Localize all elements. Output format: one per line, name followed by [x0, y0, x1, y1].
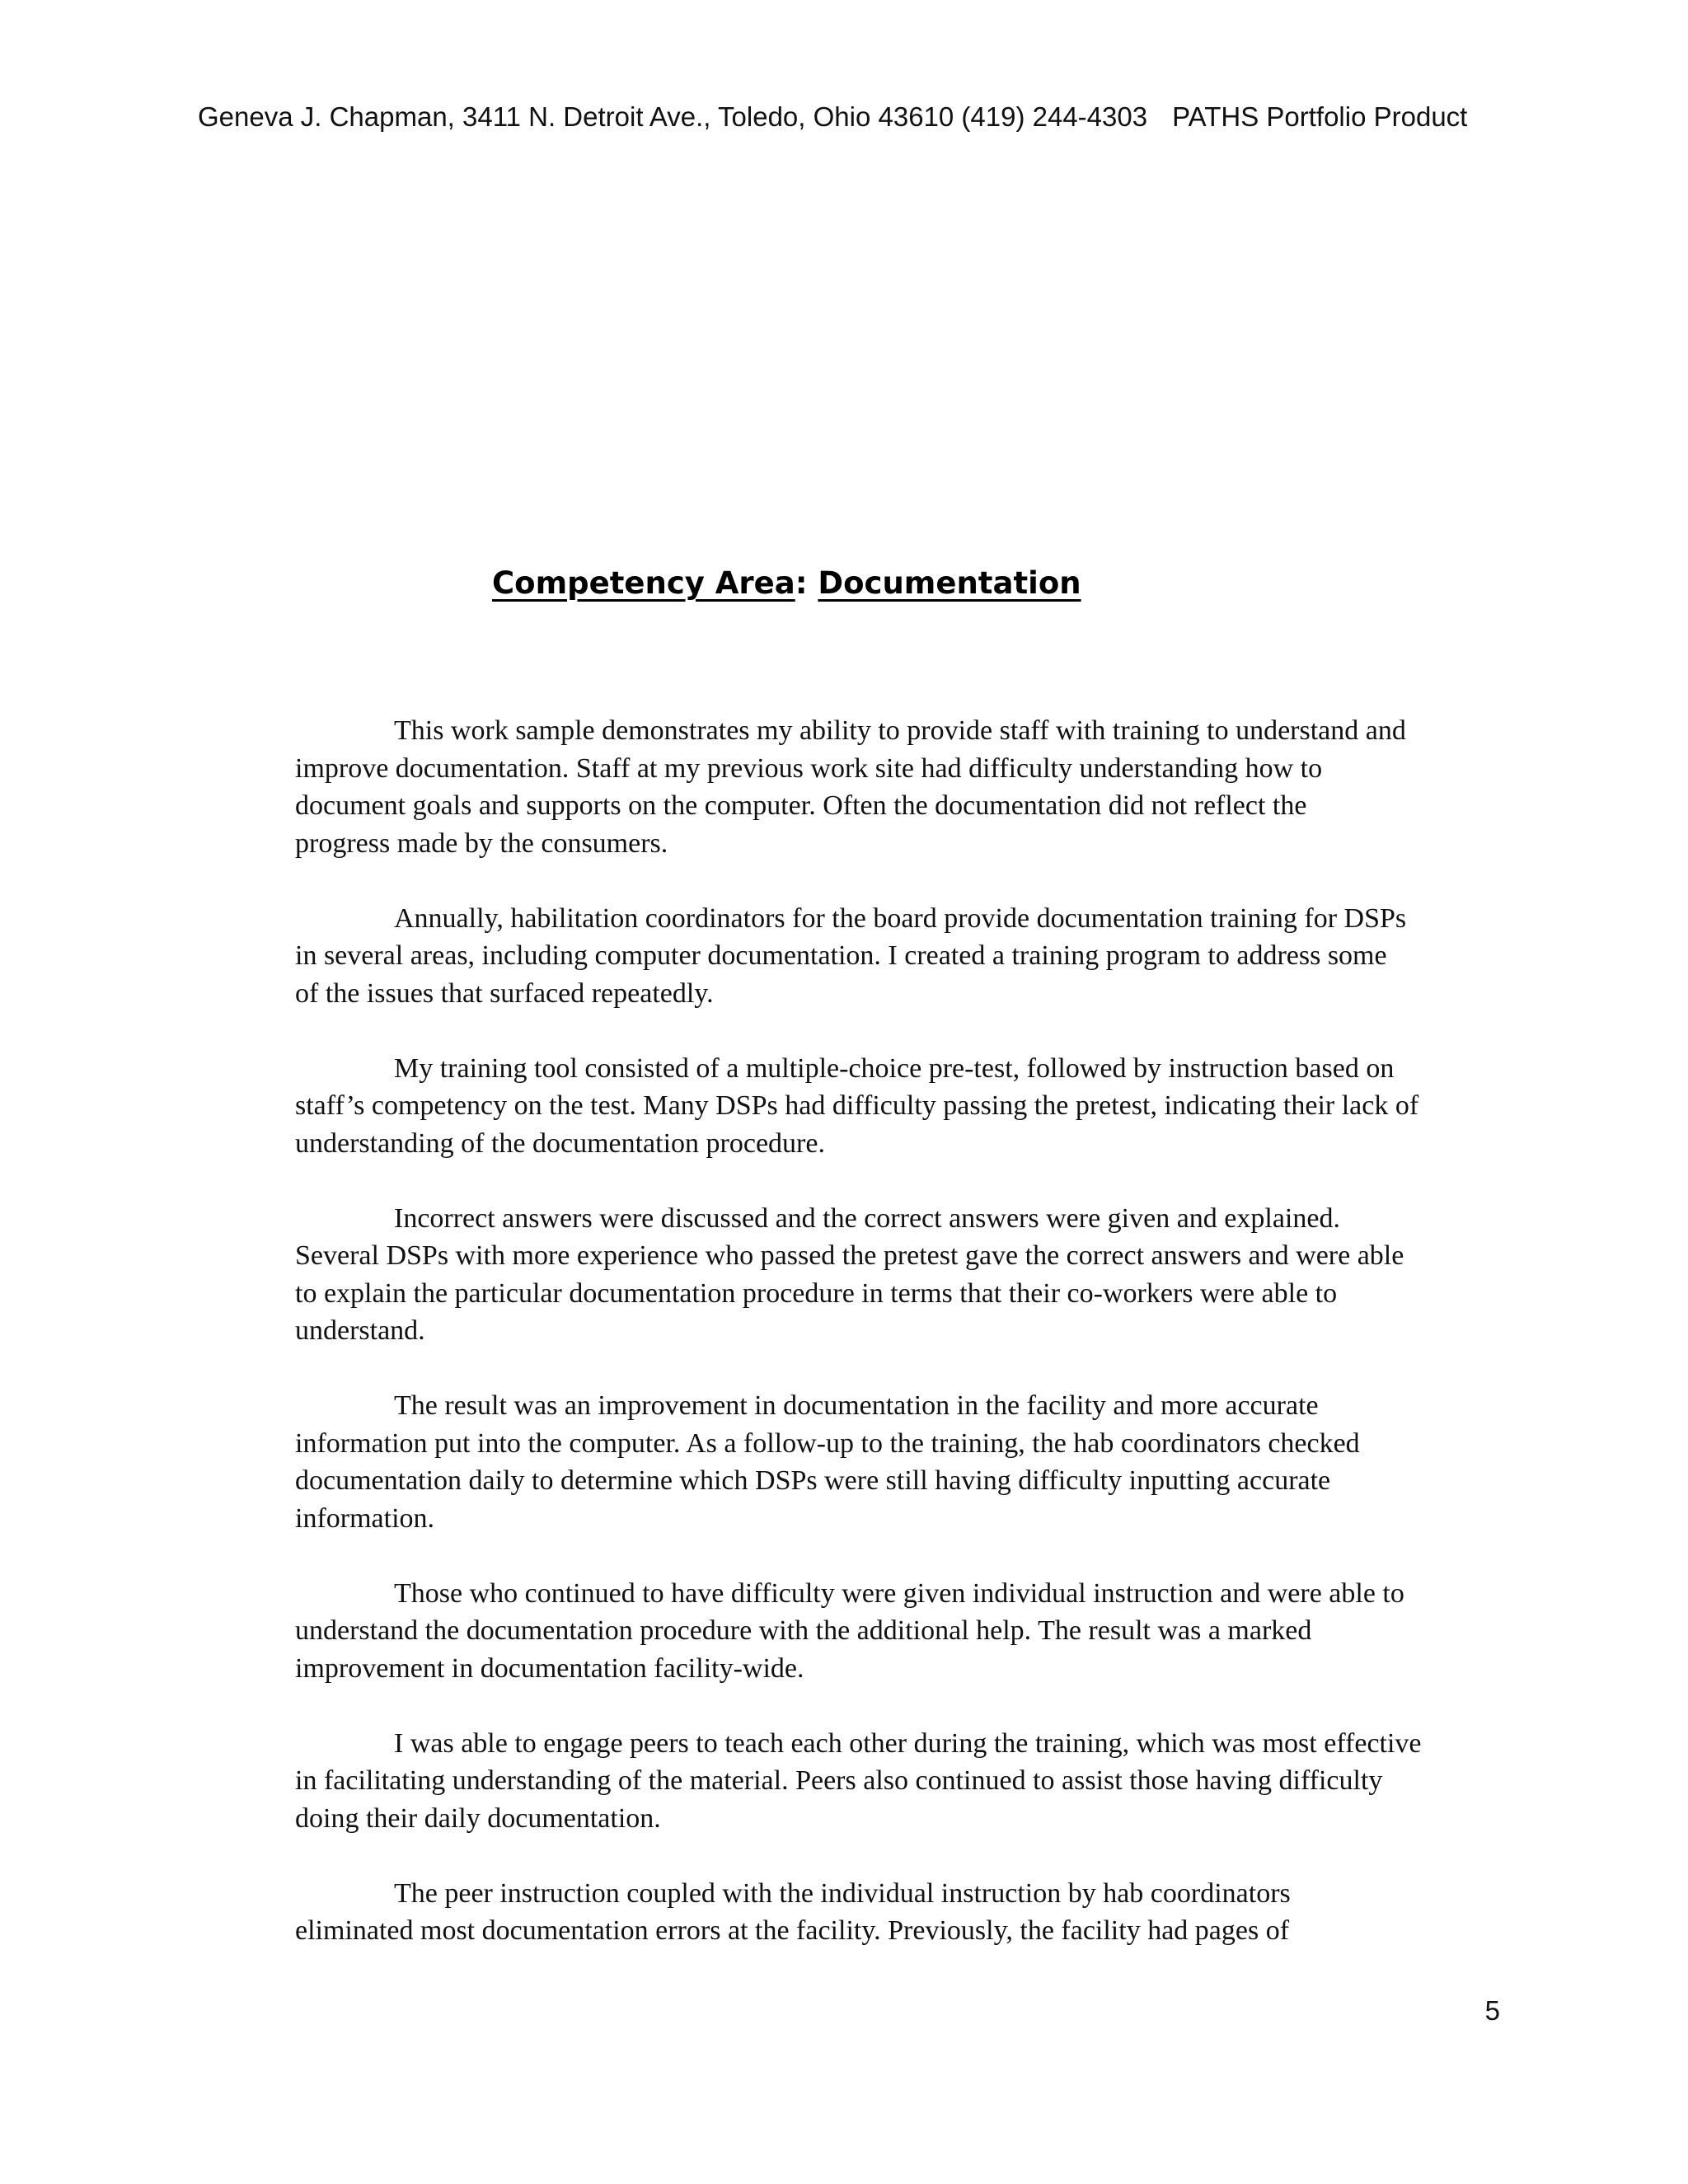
text-line: understand.: [295, 1315, 425, 1346]
text-line: improve documentation. Staff at my previous work site had difficulty understanding how to: [295, 752, 1323, 784]
text-line: in facilitating understanding of the material. Peers also continued to assist those having difficulty: [295, 1765, 1383, 1796]
paragraph: [295, 1875, 1490, 1950]
paragraph: [295, 1387, 1490, 1537]
heading-value: Documentation: [818, 565, 1081, 601]
text-line: document goals and supports on the computer. Often the documentation did not reflect the: [295, 790, 1307, 821]
text-line: improvement in documentation facility-wide.: [295, 1652, 804, 1684]
heading-label: Competency Area: [492, 565, 795, 601]
text-line: information put into the computer. As a follow-up to the training, the hab coordinators checked: [295, 1427, 1360, 1459]
page-header: [198, 99, 1533, 135]
paragraph: [295, 1575, 1490, 1688]
text-line: of the issues that surfaced repeatedly.: [295, 977, 714, 1009]
document-body: [295, 712, 1490, 1987]
paragraph: [295, 1050, 1490, 1163]
text-line: Those who continued to have difficulty were given individual instruction and were able to: [394, 1577, 1404, 1609]
paragraph: [295, 1725, 1490, 1838]
text-line: The peer instruction coupled with the individual instruction by hab coordinators: [394, 1877, 1291, 1909]
text-line: doing their daily documentation.: [295, 1802, 661, 1834]
header-contact: Geneva J. Chapman, 3411 N. Detroit Ave., Toledo, Ohio 43610 (419) 244-4303: [198, 101, 1148, 132]
text-line: understand the documentation procedure with the additional help. The result was a marked: [295, 1615, 1312, 1646]
paragraph: [295, 712, 1490, 862]
text-line: information.: [295, 1502, 435, 1534]
section-heading: [492, 564, 1081, 603]
text-line: The result was an improvement in documentation in the facility and more accurate: [394, 1390, 1319, 1421]
text-line: I was able to engage peers to teach each other during the training, which was most effective: [394, 1727, 1422, 1759]
header-product: PATHS Portfolio Product: [1172, 101, 1468, 132]
text-line: in several areas, including computer documentation. I created a training program to address some: [295, 940, 1387, 971]
text-line: to explain the particular documentation procedure in terms that their co-workers were able to: [295, 1277, 1338, 1309]
text-line: Several DSPs with more experience who passed the pretest gave the correct answers and were able: [295, 1240, 1404, 1271]
text-line: Incorrect answers were discussed and the correct answers were given and explained.: [394, 1202, 1340, 1234]
text-line: Annually, habilitation coordinators for the board provide documentation training for DSPs: [394, 902, 1407, 934]
paragraph: [295, 900, 1490, 1013]
text-line: progress made by the consumers.: [295, 827, 668, 859]
page-number: 5: [1484, 1995, 1500, 2026]
text-line: eliminated most documentation errors at the facility. Previously, the facility had pages of: [295, 1915, 1290, 1946]
text-line: understanding of the documentation procedure.: [295, 1127, 825, 1159]
paragraph: [295, 1200, 1490, 1350]
text-line: staff’s competency on the test. Many DSPs had difficulty passing the pretest, indicating their lack of: [295, 1090, 1419, 1121]
heading-separator: :: [795, 565, 808, 601]
text-line: documentation daily to determine which DSPs were still having difficulty inputting accurate: [295, 1465, 1331, 1496]
text-line: My training tool consisted of a multiple-choice pre-test, followed by instruction based on: [394, 1052, 1395, 1084]
text-line: This work sample demonstrates my ability to provide staff with training to understand and: [394, 715, 1406, 746]
